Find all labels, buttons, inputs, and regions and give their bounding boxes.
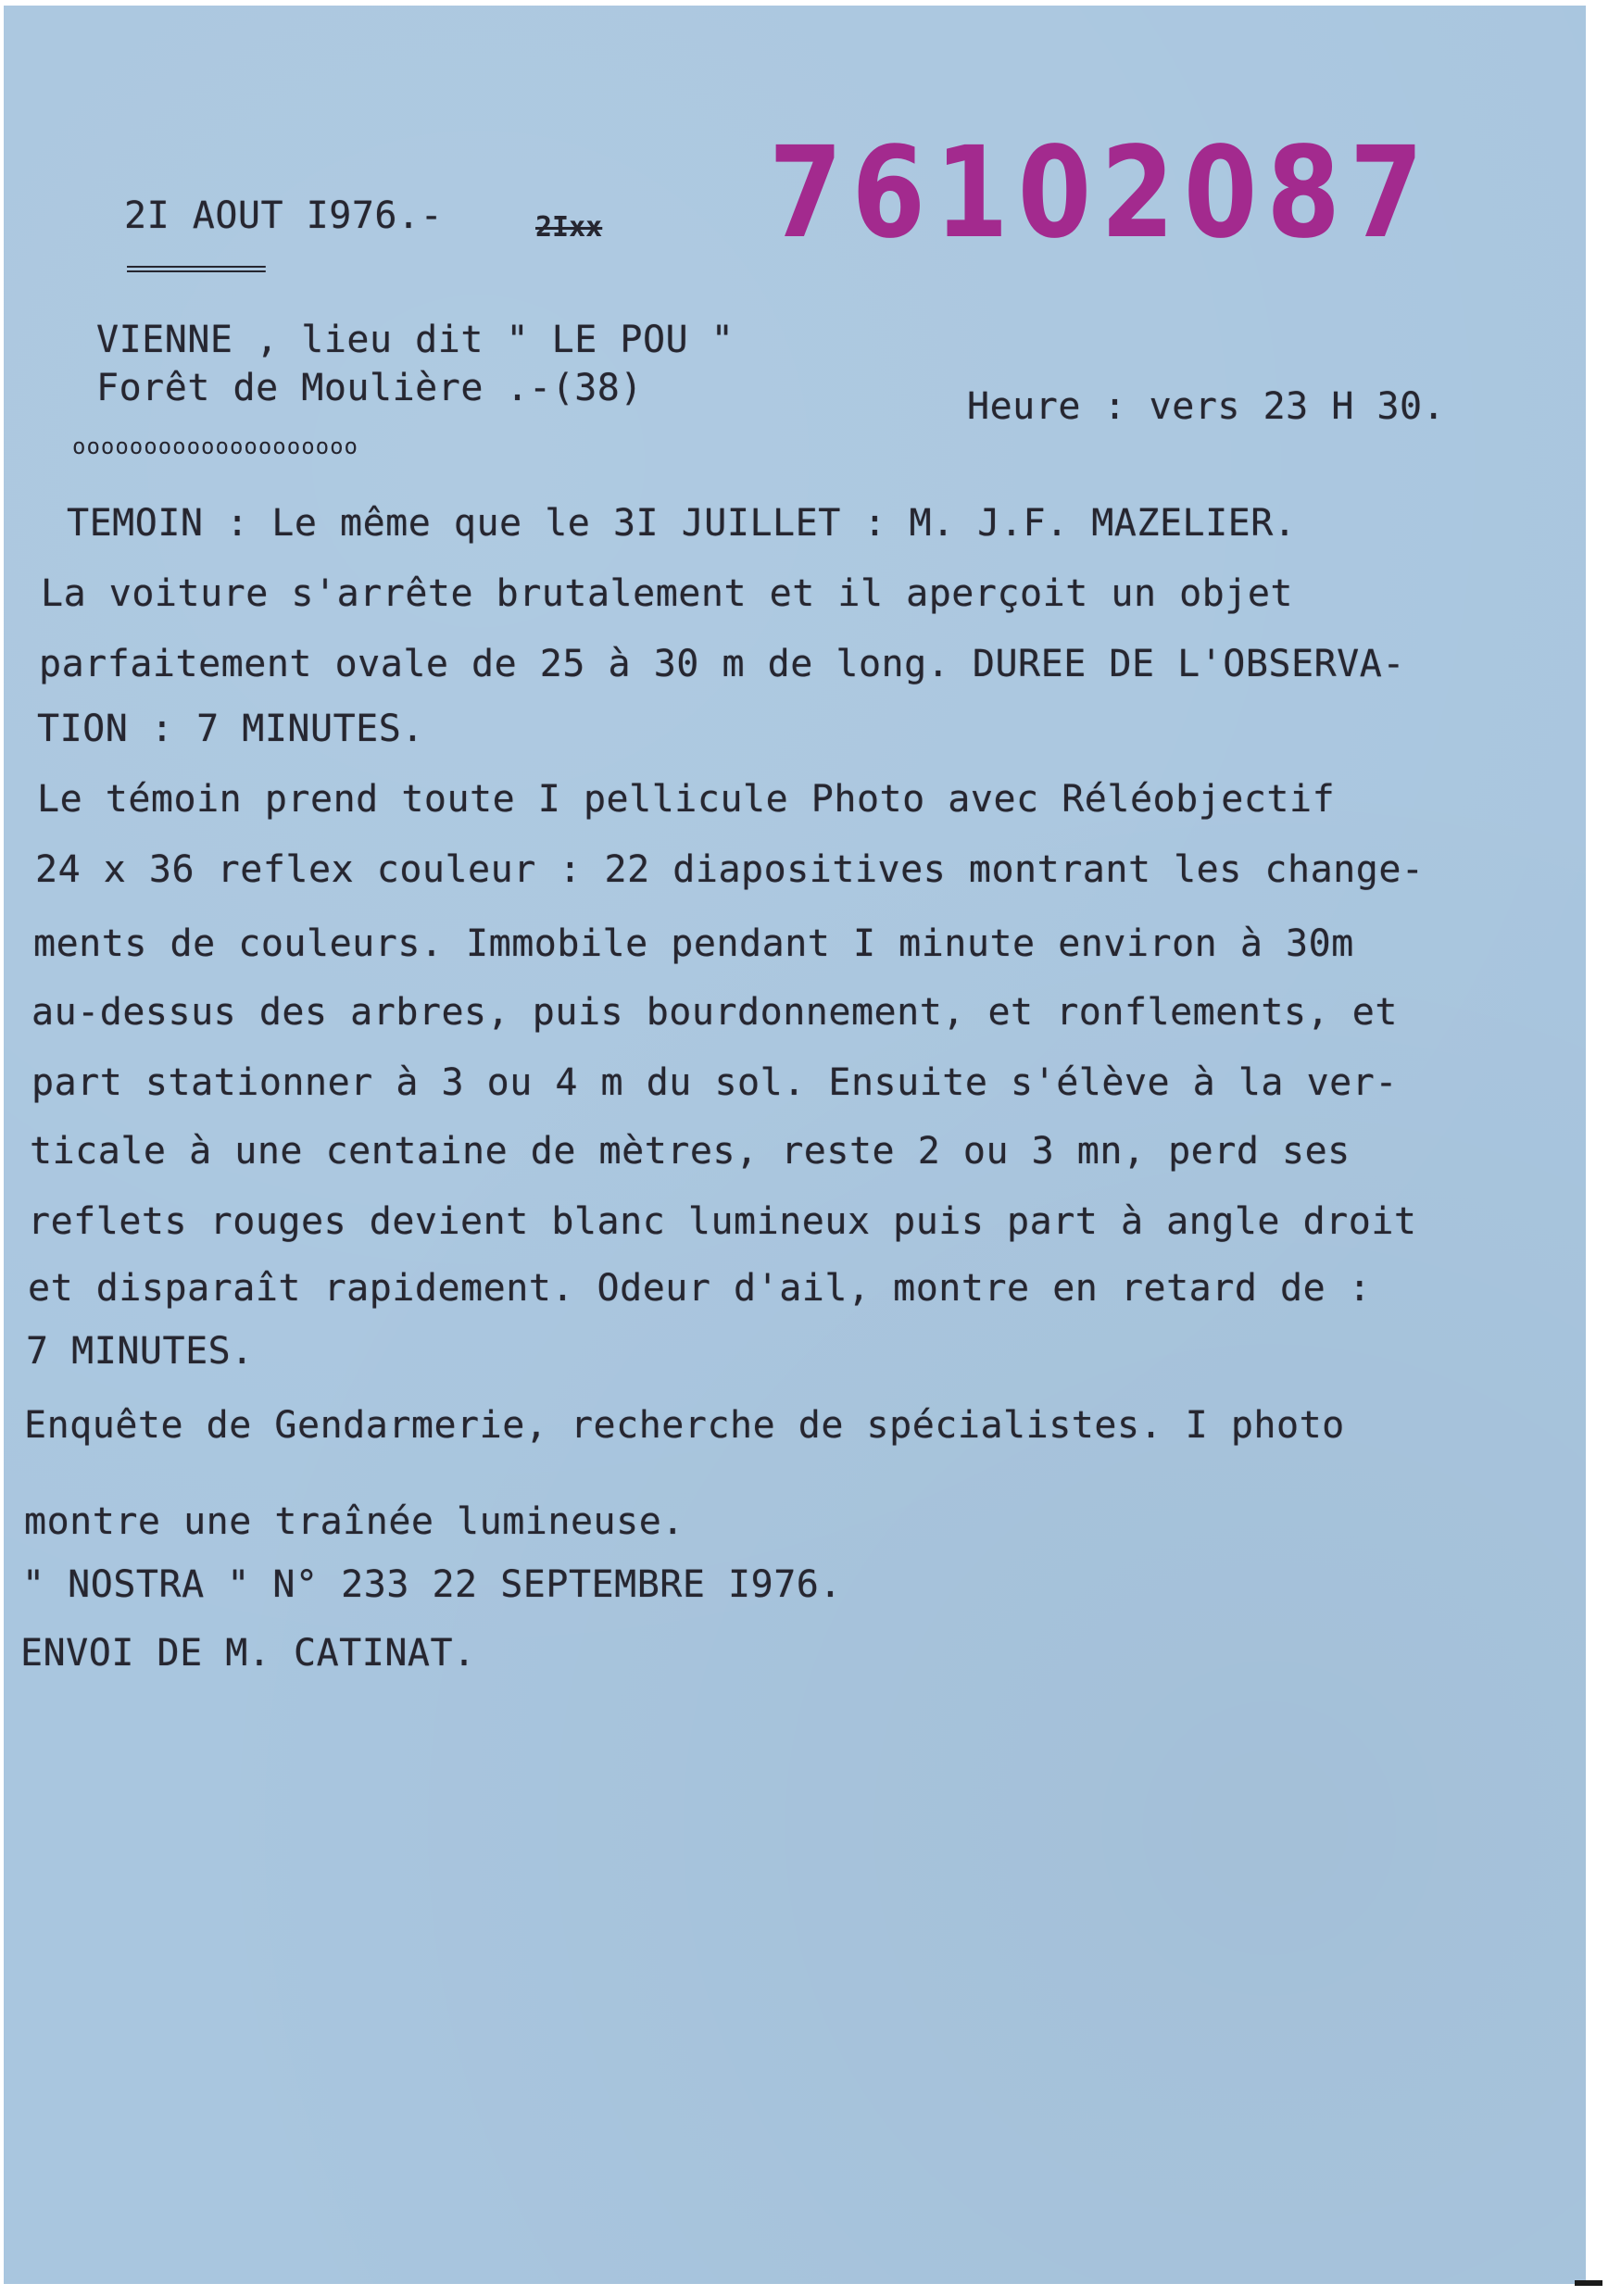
body-line: ENVOI DE M. CATINAT. <box>20 1632 476 1675</box>
location-line-2: Forêt de Moulière .-(38) <box>96 367 643 409</box>
body-line: parfaitement ovale de 25 à 30 m de long. DUREE DE L'OBSERVA- <box>39 643 1405 685</box>
body-line: montre une traînée lumineuse. <box>24 1500 685 1543</box>
body-line: reflets rouges devient blanc lumineux puis part à angle droit <box>28 1200 1417 1243</box>
document-card <box>4 6 1586 2284</box>
body-line: TION : 7 MINUTES. <box>37 708 424 750</box>
document-date: 2I AOUT I976.- <box>124 194 444 237</box>
body-line: au-dessus des arbres, puis bourdonnement, et ronflements, et <box>31 991 1398 1034</box>
body-line: La voiture s'arrête brutalement et il aperçoit un objet <box>41 572 1294 615</box>
body-line: part stationner à 3 ou 4 m du sol. Ensuite s'élève à la ver- <box>31 1061 1398 1104</box>
observation-time: Heure : vers 23 H 30. <box>967 385 1446 428</box>
body-line: 24 x 36 reflex couleur : 22 diapositives montrant les change- <box>35 848 1425 891</box>
body-line: 7 MINUTES. <box>26 1330 254 1373</box>
body-line: ticale à une centaine de mètres, reste 2 ou 3 mn, perd ses <box>30 1130 1351 1173</box>
scan-margin <box>1586 0 1621 2296</box>
scan-corner-mark <box>1575 2280 1602 2286</box>
reference-stamp: 76102087 <box>769 120 1433 267</box>
body-line: Enquête de Gendarmerie, recherche de spécialistes. I photo <box>24 1404 1345 1447</box>
location-separator: oooooooooooooooooooo <box>72 433 358 459</box>
body-line: Le témoin prend toute I pellicule Photo avec Réléobjectif <box>37 778 1336 821</box>
date-underline: ============= <box>126 256 264 282</box>
body-line: ments de couleurs. Immobile pendant I minute environ à 30m <box>33 922 1354 965</box>
location-line-1: VIENNE , lieu dit " LE POU " <box>96 319 735 361</box>
body-line: et disparaît rapidement. Odeur d'ail, montre en retard de : <box>28 1267 1372 1310</box>
body-line: TEMOIN : Le même que le 3I JUILLET : M. J.F. MAZELIER. <box>67 502 1297 545</box>
struck-out-text: 2Ixx <box>535 211 603 244</box>
body-line: " NOSTRA " N° 233 22 SEPTEMBRE I976. <box>22 1563 842 1606</box>
